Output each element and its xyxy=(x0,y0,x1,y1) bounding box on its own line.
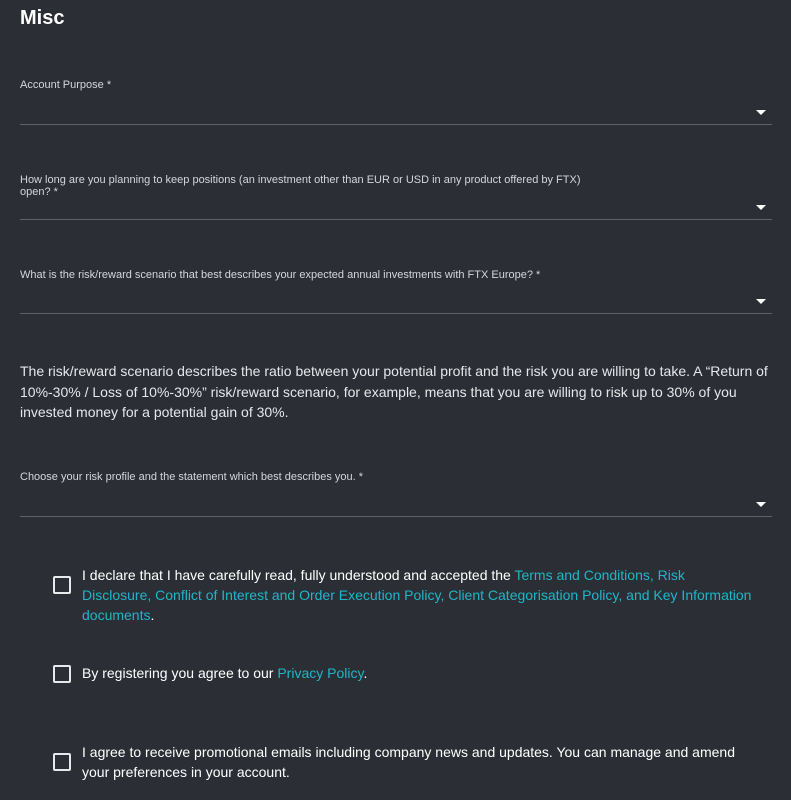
account-purpose-select[interactable] xyxy=(20,102,772,124)
marketing-consent-row xyxy=(53,742,753,784)
holding-period-field xyxy=(20,174,772,220)
risk-profile-field xyxy=(20,471,772,517)
section-title: Misc xyxy=(20,7,65,29)
privacy-checkbox[interactable] xyxy=(53,665,71,683)
marketing-checkbox[interactable] xyxy=(53,753,71,771)
terms-consent-row xyxy=(53,565,753,623)
holding-period-select[interactable] xyxy=(20,197,772,219)
terms-consent-prefix: I declare that I have carefully read, fully understood and accepted the xyxy=(82,567,515,583)
privacy-consent-text xyxy=(82,663,752,683)
marketing-consent-text: I agree to receive promotional emails including company news and updates. You can manage and amend your preferences in your account. xyxy=(82,744,735,780)
terms-consent-suffix: . xyxy=(150,607,155,623)
risk-reward-label: What is the risk/reward scenario that best describes your expected annual investments with FTX Europe? * xyxy=(20,269,541,281)
terms-documents-link[interactable]: Terms and Conditions, Risk Disclosure, Conflict of Interest and Order Execution Policy, Client Categorisation Policy, and Key Information documents xyxy=(82,567,752,623)
terms-checkbox[interactable] xyxy=(53,576,71,594)
risk-reward-field xyxy=(20,269,772,314)
privacy-policy-link[interactable]: Privacy Policy xyxy=(277,665,364,681)
risk-reward-select[interactable] xyxy=(20,291,772,313)
account-purpose-label: Account Purpose * xyxy=(20,79,112,91)
risk-profile-label: Choose your risk profile and the statement which best describes you. * xyxy=(20,471,364,483)
chevron-down-icon xyxy=(756,299,766,304)
chevron-down-icon xyxy=(756,205,766,210)
privacy-consent-suffix: . xyxy=(363,665,368,681)
privacy-consent-row xyxy=(53,663,753,683)
privacy-consent-prefix: By registering you agree to our xyxy=(82,665,278,681)
holding-period-label: How long are you planning to keep positions (an investment other than EUR or USD in any product offered by FTX) open? * xyxy=(20,174,581,198)
chevron-down-icon xyxy=(756,502,766,507)
chevron-down-icon xyxy=(756,110,766,115)
risk-profile-select[interactable] xyxy=(20,494,772,516)
account-purpose-field xyxy=(20,79,772,125)
risk-reward-info-text: The risk/reward scenario describes the ratio between your potential profit and the risk you are willing to take. A “Return of 10%-30% / Loss of 10%-30%” risk/reward scenario, for example, means that you are willing to risk up to 30% of you invested money for a potential gain of 30%. xyxy=(20,363,768,420)
terms-consent-text xyxy=(82,565,752,625)
